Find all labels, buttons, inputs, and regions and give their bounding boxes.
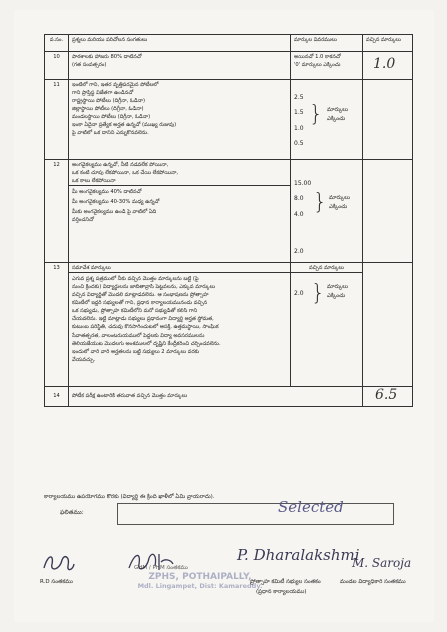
row-marks-cell: [291, 160, 363, 263]
mark-option: 4.0: [294, 210, 304, 218]
mark-option: 15.00: [294, 180, 312, 187]
row-score-cell: [363, 263, 413, 387]
header-sno: వ.సం.: [45, 35, 69, 52]
line: నుంచి క్రిందకు) విద్యార్థులను జాబితావ్రాసి పెట్టవలను, ఎక్కువ మార్కులు: [72, 284, 216, 291]
row-heading: సమావేశ మార్కులు: [69, 264, 290, 273]
marks-enter-label: మార్కులు ఎక్కించు: [327, 284, 349, 299]
result-label: ఫలితము:: [60, 509, 84, 516]
mark-option: 8.0: [294, 195, 304, 203]
line: అంగవైకల్యము ఉన్నచో, నీటి నడవలేక పోయినా,: [72, 162, 169, 168]
line: ఒక కంటి చూపు లేకపోయినా, ఒక చేయి లేకపోయినా,: [72, 170, 179, 177]
marks-table: [44, 34, 413, 407]
mark-option: 2.0: [294, 247, 304, 255]
line: '0' మార్కులు ఎక్కించు: [294, 62, 341, 69]
stamp-line-2: Mdl. Lingampet, Dist: Kamareddy.: [137, 582, 263, 590]
row-score-cell: [363, 52, 413, 80]
col-subheading: వచ్చిన మార్కులు: [291, 264, 362, 273]
mark-option: 2.0: [294, 290, 304, 298]
table-header: [45, 35, 413, 52]
row-sno: 13: [45, 263, 69, 387]
line: పాఠశాలకు హాజరు 80% దాటినచో: [72, 54, 142, 60]
stamp-line-1: ZPHS, POTHAIPALLY,: [148, 572, 252, 582]
line: సేవాతత్పరత, వాలంటరుయములో పెద్దలకు విద్యా అవసరములను: [72, 332, 205, 339]
row-question: [69, 160, 291, 263]
table-row: [45, 160, 413, 263]
line: ఒక కాలు లేకపోయినా: [69, 177, 290, 186]
line: రాష్ట్రస్థాయి పోటీలు (దిగ్రీనా, ఓడినా): [72, 98, 146, 105]
result-box: [117, 498, 394, 525]
row-question: [69, 387, 363, 407]
row-score-cell: [363, 160, 413, 263]
line: వచ్చిన విద్యార్థితో మొదలి మాట్లాడవలెను. ఆ సంభాషణను ప్రోత్సాహ: [72, 292, 209, 299]
row-question: [69, 52, 291, 80]
header-marks-details: మార్కుల వివరములు: [291, 35, 363, 52]
committee-signature-label: ప్రోత్సాహ కమిటీ సభ్యుల సంతకం: [250, 579, 321, 585]
mark-option: 1.0: [294, 124, 304, 132]
header-marks-obtained: వచ్చిన మార్కులు: [363, 35, 413, 52]
line: మండలస్థాయి పోటీలు (దిగ్రీనా, ఓడినా): [72, 114, 151, 121]
line: ఒక సభ్యుడు, ప్రోత్సాహ కమిటీలోని మరో సభ్యుడితో కలిసి గాని: [72, 308, 198, 315]
rd-signature-label: R.D సంతకము: [40, 579, 73, 585]
line: చేయవలెను. ఇట్టి మాట్లాడు సభ్యులు ప్రధానంగా విద్యార్థి అర్హత స్థోమత,: [72, 316, 214, 323]
line: తెలియజేయుట మొదలగు అంశములలో దృష్టిని కేంద్రీకరించి చర్చించవలెను.: [72, 340, 221, 347]
line: ఇందులో వారి వారి అర్హతలను బట్టి సభ్యులు 2 మార్కులు వరకు: [72, 348, 200, 355]
school-stamp: [120, 564, 280, 590]
line: మీకు అంగవైకల్యము ఉండి పై వాటిలో ఏది: [72, 209, 157, 216]
line: జిల్లాస్థాయి పోటీలు (దిగ్రీనా, ఓడినా): [72, 106, 144, 113]
marks-enter-label: మార్కులు ఎక్కించు: [327, 107, 349, 122]
mark-option: 2.5: [294, 94, 304, 101]
line: ఇంకా ఏదైనా ప్రత్యేక అర్హత ఉన్నచో (ముఖ్య రుజువు): [72, 122, 177, 129]
row-score-cell: [363, 80, 413, 160]
row-sno: 12: [45, 160, 69, 263]
marks-enter-label: మార్కులు ఎక్కించు: [329, 195, 351, 210]
row-marks-cell: [291, 80, 363, 160]
line: వేయవచ్చు.: [72, 356, 96, 363]
line: కమిటీలో ఇద్దరి సభ్యులతో గాని, ప్రధాన కార్యాలయమునందు వచ్చిన: [72, 300, 208, 307]
line: అయినచో 1.0 కాకనచో: [294, 54, 341, 60]
mark-option: 0.5: [294, 139, 304, 147]
line: పై వాటిలో ఒక దానిని ఎన్నుకొనవలెను.: [72, 130, 149, 137]
line: (గత సంవత్సరం): [72, 62, 107, 69]
handwritten-score: 6.5: [375, 387, 398, 403]
line: ఎగువ ప్రశ్న పత్రములో నీకు వచ్చిన మొత్తం మార్కులను బట్టి (పై: [72, 276, 199, 283]
table-row: [45, 80, 413, 160]
row-score-cell: [363, 387, 413, 407]
table-row: [45, 387, 413, 407]
committee-signature-2: M. Saroja: [352, 556, 412, 570]
ghm-signature-label: GHM / PHM సంతకము: [134, 565, 188, 571]
brace-icon: }: [311, 281, 325, 306]
line: గాని ప్రాప్తిస్థ విజేతగా ఉండినచో: [72, 90, 134, 97]
row-question: [69, 80, 291, 160]
row-sno: 14: [45, 387, 69, 407]
brace-icon: }: [313, 190, 327, 215]
committee-signature-1: P. Dharalakshmi: [237, 546, 360, 564]
table-row: [45, 52, 413, 80]
row-alloc: [291, 52, 363, 80]
line: పోటీక పరీక్ష ఉంటారికి తరువాత వచ్చిన మొత్తం మార్కులు: [72, 393, 188, 400]
row-marks-cell: [291, 263, 363, 387]
table-row: [45, 263, 413, 387]
row-question: [69, 263, 291, 387]
row-sno: 10: [45, 52, 69, 80]
mark-option: 1.5: [294, 109, 304, 117]
handwritten-score: 1.0: [373, 56, 396, 72]
line: మీ అంగవైకల్యము 40% దాటినచో: [72, 189, 142, 196]
brace-icon: }: [309, 102, 323, 127]
rd-signature-mark: [40, 552, 76, 576]
row-sno: 11: [45, 80, 69, 160]
line: మీ అంగవైకల్యము 40-30% మధ్య ఉన్నచో: [72, 199, 160, 206]
meo-signature-label: మండల విద్యాధికారి సంతకము: [340, 579, 406, 585]
line: వర్తించనిచో: [72, 217, 94, 224]
line: ఇంటిలో గాని, ఇతర వృత్తిపరమైన పోటీలలో: [72, 82, 159, 88]
header-questions: ప్రశ్నలు మరియు పరిచోలన సంగతులు: [69, 35, 291, 52]
line: కుటుంబ పరిస్థితి, చదువు కొనసాగించుటలో ఆసక్తి, ఉత్తమస్థాయి, సాంఘిక: [72, 324, 219, 331]
result-value: Selected: [278, 498, 344, 516]
office-use-note: కార్యాలయము ఉపయోగము కొరకు (విద్యార్థి ఈ క్రింది ఖాళీలో ఏమి వ్రాయరాదు).: [44, 494, 215, 500]
committee-signature-sublabel: (ప్రధాన కార్యాలయము): [256, 589, 307, 595]
